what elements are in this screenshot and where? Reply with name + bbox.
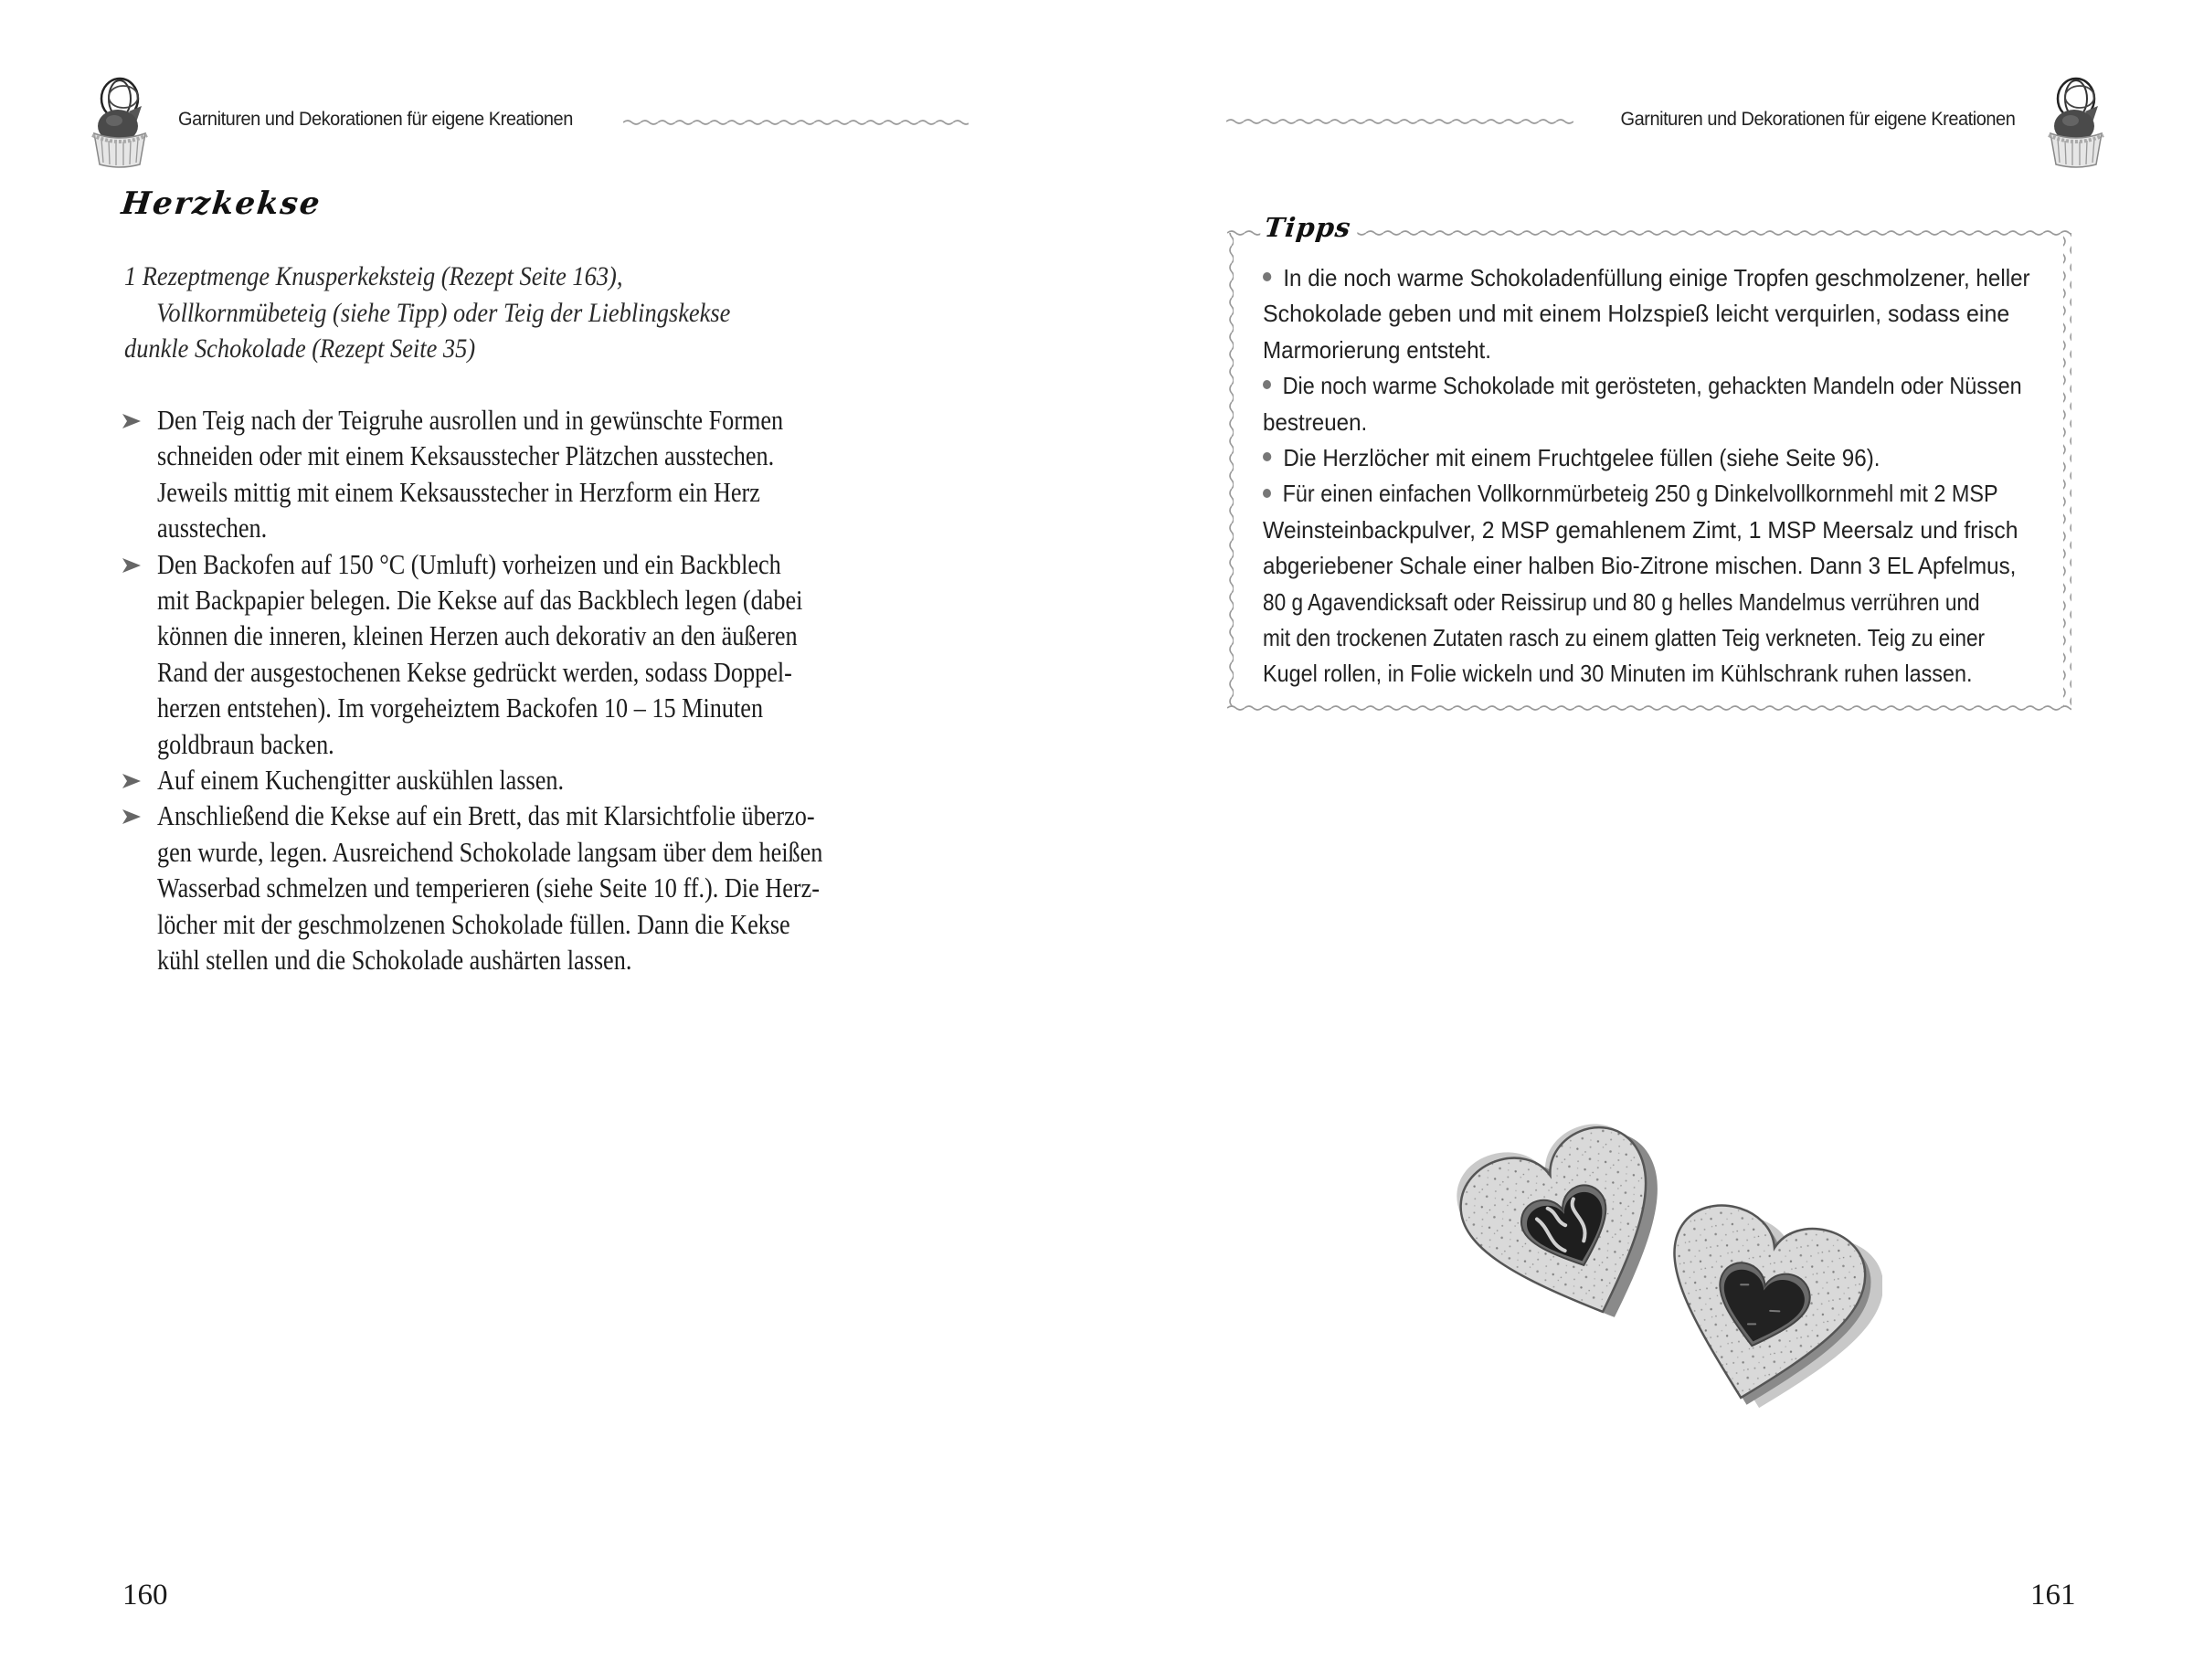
step-text-line: kühl stellen und die Schokolade aushärten lassen. [157, 945, 632, 977]
tipp-text-line: bestreuen. [1263, 407, 1368, 436]
step-text-line: herzen entstehen). Im vorgeheiztem Backofen 10 – 15 Minuten [157, 692, 764, 724]
step-text-line: ausstechen. [157, 512, 268, 544]
step-text-line: Den Teig nach der Teigruhe ausrollen und in gewünschte Formen [157, 405, 784, 436]
arrow-bullet-icon [122, 773, 142, 789]
tipp-text-line [1263, 260, 2030, 296]
tipp-item [1263, 368, 2035, 440]
tipp-text: In die noch warme Schokoladenfüllung einige Tropfen geschmolzener, heller [1283, 264, 2030, 291]
tipp-text-line: mit den trockenen Zutaten rasch zu einem glatten Teig verkneten. Teig zu einer [1263, 624, 1986, 652]
step-text-line: mit Backpapier belegen. Die Kekse auf das Backblech legen (dabei [157, 585, 803, 617]
step-item [122, 403, 999, 547]
instruction-steps [122, 403, 999, 979]
tipp-text-line: Schokolade geben und mit einem Holzspieß leicht verquirlen, sodass eine [1263, 300, 2010, 328]
step-text-line: Rand der ausgestochenen Kekse gedrückt werden, sodass Doppel- [157, 656, 792, 688]
whisk-cupcake-icon [87, 75, 153, 168]
step-text-line: Den Backofen auf 150 °C (Umluft) vorheizen und ein Backblech [157, 548, 781, 580]
page-number-right: 161 [2030, 1579, 2076, 1611]
step-text-line: können die inneren, kleinen Herzen auch dekorativ an den äußeren [157, 620, 798, 652]
step-text-line: löcher mit der geschmolzenen Schokolade füllen. Dann die Kekse [157, 908, 790, 940]
bullet-dot-icon [1263, 452, 1271, 461]
tipp-text-line [1263, 440, 1981, 476]
step-text-line: goldbraun backen. [157, 728, 334, 760]
tipps-title: Tipps [1259, 212, 1360, 243]
ingredient-list [124, 259, 992, 367]
ingredient-line: Vollkornmübeteig (siehe Tipp) oder Teig der Lieblingskekse [156, 297, 731, 328]
step-item [122, 798, 999, 978]
running-header-left: Garnituren und Dekorationen für eigene Kreationen [178, 108, 573, 130]
wavy-rule-right [1226, 117, 1573, 126]
step-text-line: gen wurde, legen. Ausreichend Schokolade langsam über dem heißen [157, 836, 823, 868]
ingredient-line: 1 Rezeptmenge Knusperkeksteig (Rezept Seite 163), [124, 261, 623, 291]
page-number-left: 160 [122, 1579, 168, 1611]
heart-cookies-illustration [1444, 1115, 1882, 1425]
step-text-line: schneiden oder mit einem Keksausstecher Plätzchen ausstechen. [157, 440, 775, 472]
bullet-dot-icon [1263, 489, 1271, 498]
tipp-text-line [1263, 368, 2022, 404]
step-text-line: Auf einem Kuchengitter auskühlen lassen. [157, 765, 565, 797]
tipp-text-line: Marmorierung entsteht. [1263, 335, 1491, 364]
bullet-dot-icon [1263, 272, 1271, 281]
bullet-dot-icon [1263, 380, 1271, 389]
step-item [122, 547, 999, 763]
tipps-list [1263, 260, 2035, 692]
tipp-item [1263, 476, 2035, 692]
ingredient-line: dunkle Schokolade (Rezept Seite 35) [124, 333, 476, 364]
recipe-title: Herzkekse [119, 185, 323, 222]
tipp-text-line: Kugel rollen, in Folie wickeln und 30 Minuten im Kühlschrank ruhen lassen. [1263, 660, 1973, 688]
tipp-text: Die noch warme Schokolade mit gerösteten, gehackten Mandeln oder Nüssen [1282, 372, 2022, 400]
step-item [122, 763, 999, 798]
tipp-item [1263, 440, 2035, 476]
tipp-text-line [1263, 476, 1998, 512]
arrow-bullet-icon [122, 808, 142, 825]
running-header-right: Garnituren und Dekorationen für eigene Kreationen [1620, 108, 2015, 130]
step-text-line: Jeweils mittig mit einem Keksausstecher in Herzform ein Herz [157, 476, 760, 508]
wavy-rule-left [623, 118, 969, 127]
step-text-line: Anschließend die Kekse auf ein Brett, das mit Klarsichtfolie überzo- [157, 800, 815, 832]
tipp-item [1263, 260, 2035, 368]
tipp-text: Die Herzlöcher mit einem Fruchtgelee füllen (siehe Seite 96). [1283, 444, 1880, 472]
step-text-line: Wasserbad schmelzen und temperieren (siehe Seite 10 ff.). Die Herz- [157, 872, 820, 904]
tipp-text: Für einen einfachen Vollkornmürbeteig 250 g Dinkelvollkornmehl mit 2 MSP [1282, 480, 1998, 508]
whisk-cupcake-icon [2043, 75, 2109, 168]
arrow-bullet-icon [122, 557, 142, 574]
tipp-text-line: 80 g Agavendicksaft oder Reissirup und 80 g helles Mandelmus verrühren und [1263, 587, 1980, 616]
arrow-bullet-icon [122, 413, 142, 429]
tipp-text-line: abgeriebener Schale einer halben Bio-Zitrone mischen. Dann 3 EL Apfelmus, [1263, 552, 2017, 580]
tipp-text-line: Weinsteinbackpulver, 2 MSP gemahlenem Zimt, 1 MSP Meersalz und frisch [1263, 515, 2018, 544]
